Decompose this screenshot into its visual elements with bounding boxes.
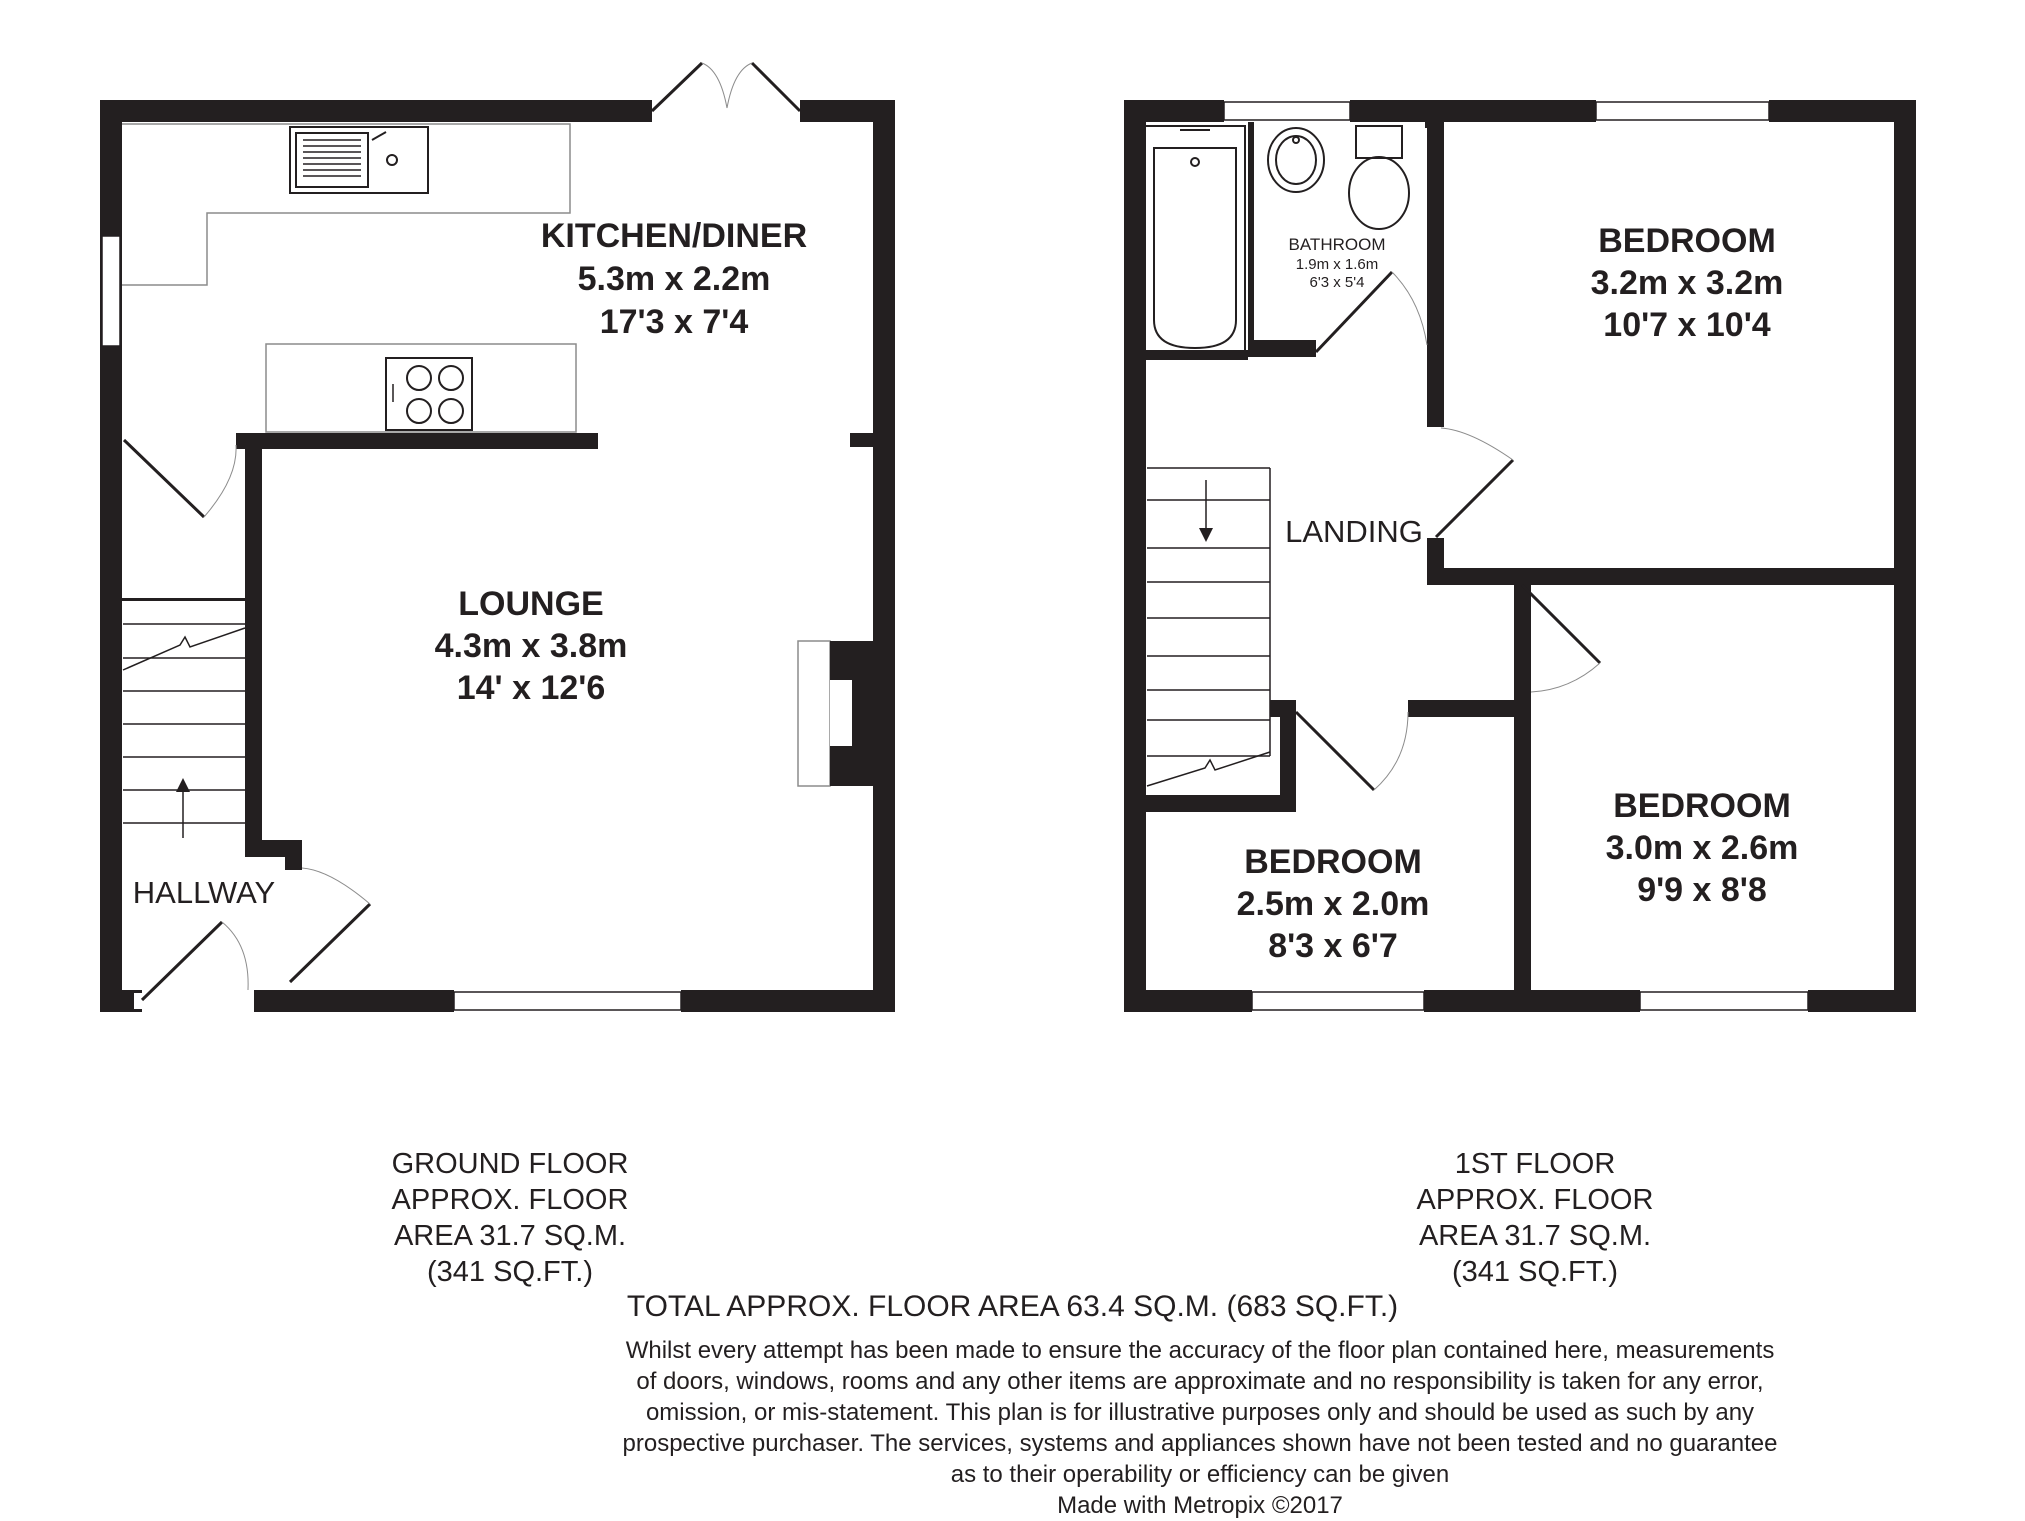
bedroom3-metric: 2.5m x 2.0m xyxy=(1236,885,1430,923)
disclaimer-line: of doors, windows, rooms and any other items are approximate and no responsibility is taken for any error, xyxy=(636,1368,1764,1395)
ground-floor-summary-line: AREA 31.7 SQ.M. xyxy=(393,1220,627,1252)
first-floor-summary-line: APPROX. FLOOR xyxy=(1416,1184,1654,1216)
basin-icon xyxy=(1268,128,1324,192)
stair-arrow-up-icon xyxy=(176,778,190,792)
toilet-icon xyxy=(1349,126,1409,229)
bathroom-imperial: 6'3 x 5'4 xyxy=(1309,274,1365,291)
first-stairs xyxy=(1147,468,1270,786)
bathroom-metric: 1.9m x 1.6m xyxy=(1295,256,1379,273)
ground-stairs xyxy=(123,624,245,838)
lounge-name: LOUNGE xyxy=(458,585,604,623)
bedroom1-imperial: 10'7 x 10'4 xyxy=(1603,306,1771,344)
ground-doors xyxy=(124,63,800,1000)
bedroom2-imperial: 9'9 x 8'8 xyxy=(1637,871,1767,909)
fireplace-hearth xyxy=(798,641,830,786)
ground-floor-plan xyxy=(100,63,895,1012)
lounge-imperial: 14' x 12'6 xyxy=(456,669,606,707)
bedroom3-imperial: 8'3 x 6'7 xyxy=(1268,927,1398,965)
first-floor-summary-line: (341 SQ.FT.) xyxy=(1452,1256,1618,1288)
hob-icon xyxy=(386,358,472,430)
first-floor-summary-line: 1ST FLOOR xyxy=(1454,1148,1616,1180)
chimney-notch xyxy=(830,680,852,746)
bedroom1-metric: 3.2m x 3.2m xyxy=(1590,264,1784,302)
stair-arrow-down-icon xyxy=(1199,528,1213,542)
disclaimer-line: prospective purchaser. The services, systems and appliances shown have not been tested and no guarantee xyxy=(622,1430,1778,1457)
first-floor-plan xyxy=(1124,100,1916,1012)
ground-floor-summary xyxy=(300,1146,720,1290)
ground-floor-summary-line: GROUND FLOOR xyxy=(391,1148,629,1180)
bathroom-name: BATHROOM xyxy=(1288,235,1386,254)
lounge-metric: 4.3m x 3.8m xyxy=(434,627,628,665)
hallway-name: HALLWAY xyxy=(132,875,276,910)
first-floor-summary-line: AREA 31.7 SQ.M. xyxy=(1418,1220,1652,1252)
credit-line: Made with Metropix ©2017 xyxy=(1057,1492,1343,1519)
kitchen-imperial: 17'3 x 7'4 xyxy=(599,303,749,341)
bedroom2-metric: 3.0m x 2.6m xyxy=(1605,829,1799,867)
bedroom2-name: BEDROOM xyxy=(1613,787,1791,825)
ground-floor-summary-line: (341 SQ.FT.) xyxy=(427,1256,593,1288)
ground-floor-summary-line: APPROX. FLOOR xyxy=(391,1184,629,1216)
disclaimer-line: omission, or mis-statement. This plan is for illustrative purposes only and should be used as such by any xyxy=(645,1399,1755,1426)
kitchen-name: KITCHEN/DINER xyxy=(540,217,808,255)
disclaimer-line: as to their operability or efficiency can be given xyxy=(950,1461,1450,1488)
first-floor-summary xyxy=(1325,1146,1745,1290)
disclaimer-line: Whilst every attempt has been made to ensure the accuracy of the floor plan contained here, measurements xyxy=(625,1337,1775,1364)
bedroom1-name: BEDROOM xyxy=(1598,222,1776,260)
bath-icon xyxy=(1143,126,1245,356)
disclaimer xyxy=(520,1335,1880,1521)
landing-name: LANDING xyxy=(1285,514,1423,549)
kitchen-worktop-l xyxy=(119,124,570,285)
kitchen-metric: 5.3m x 2.2m xyxy=(577,260,771,298)
total-floor-area: TOTAL APPROX. FLOOR AREA 63.4 SQ.M. (683 SQ.FT.) xyxy=(626,1290,1399,1323)
first-floor-walls xyxy=(1124,100,1916,1012)
sink-icon xyxy=(290,127,428,193)
bedroom3-name: BEDROOM xyxy=(1244,843,1422,881)
